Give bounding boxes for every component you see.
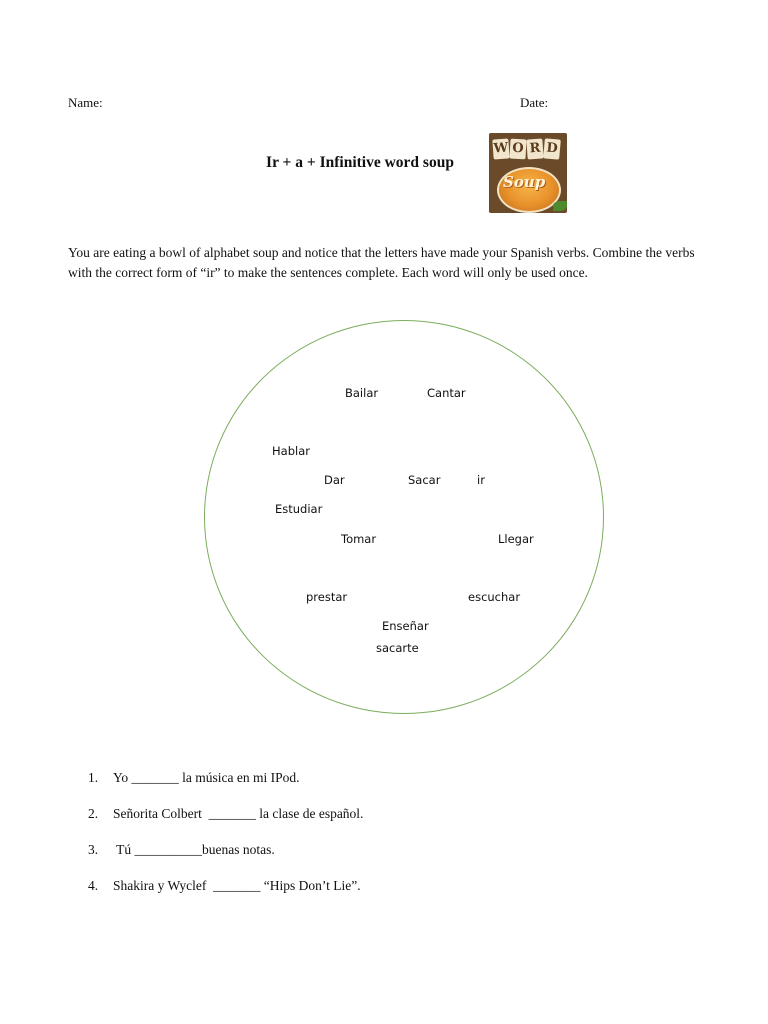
logo-tile: W: [492, 138, 509, 159]
question-text: Yo _______ la música en mi IPod.: [113, 770, 300, 785]
verb-cut-off-text: sacarte: [376, 643, 419, 652]
worksheet-title: Ir + a + Infinitive word soup: [266, 154, 454, 171]
verb-llegar: Llegar: [498, 532, 534, 546]
verb-ir: ir: [477, 473, 485, 487]
name-label: Name:: [68, 95, 103, 110]
word-soup-logo: [489, 133, 567, 213]
question-number: 2.: [88, 806, 99, 821]
question-number: 1.: [88, 770, 99, 785]
verb-bailar: Bailar: [345, 386, 379, 400]
verb-sacar: Sacar: [408, 473, 441, 487]
verb-cantar: Cantar: [427, 386, 466, 400]
question-text: Tú __________buenas notas.: [113, 842, 275, 857]
instructions-paragraph: You are eating a bowl of alphabet soup and notice that the letters have made your Spanish verbs. Combine the verbs with the correct form of “ir” to make the sentences complete. Each word will only be used once.: [68, 245, 695, 280]
verb-cut-off: [376, 643, 436, 652]
logo-tile: O: [509, 139, 526, 160]
verb-hablar: Hablar: [272, 444, 310, 458]
question-number: 4.: [88, 878, 99, 893]
soup-bowl-circle: [204, 320, 604, 714]
verb-tomar: Tomar: [341, 532, 377, 546]
verb-dar: Dar: [324, 473, 345, 487]
verb-prestar: prestar: [306, 590, 348, 604]
date-label: Date:: [520, 95, 549, 110]
logo-soup-text: Soup: [503, 173, 546, 191]
verb-ensenar: Enseñar: [382, 619, 429, 633]
logo-tile: R: [526, 138, 543, 159]
leaf-icon: [553, 201, 567, 211]
question-text: Señorita Colbert _______ la clase de español.: [113, 806, 364, 821]
verb-estudiar: Estudiar: [275, 502, 323, 516]
question-text: Shakira y Wyclef _______ “Hips Don’t Lie”.: [113, 878, 361, 893]
logo-letter-tiles: [493, 139, 560, 159]
verb-escuchar: escuchar: [468, 590, 521, 604]
question-number: 3.: [88, 842, 99, 857]
logo-tile: D: [543, 138, 561, 159]
